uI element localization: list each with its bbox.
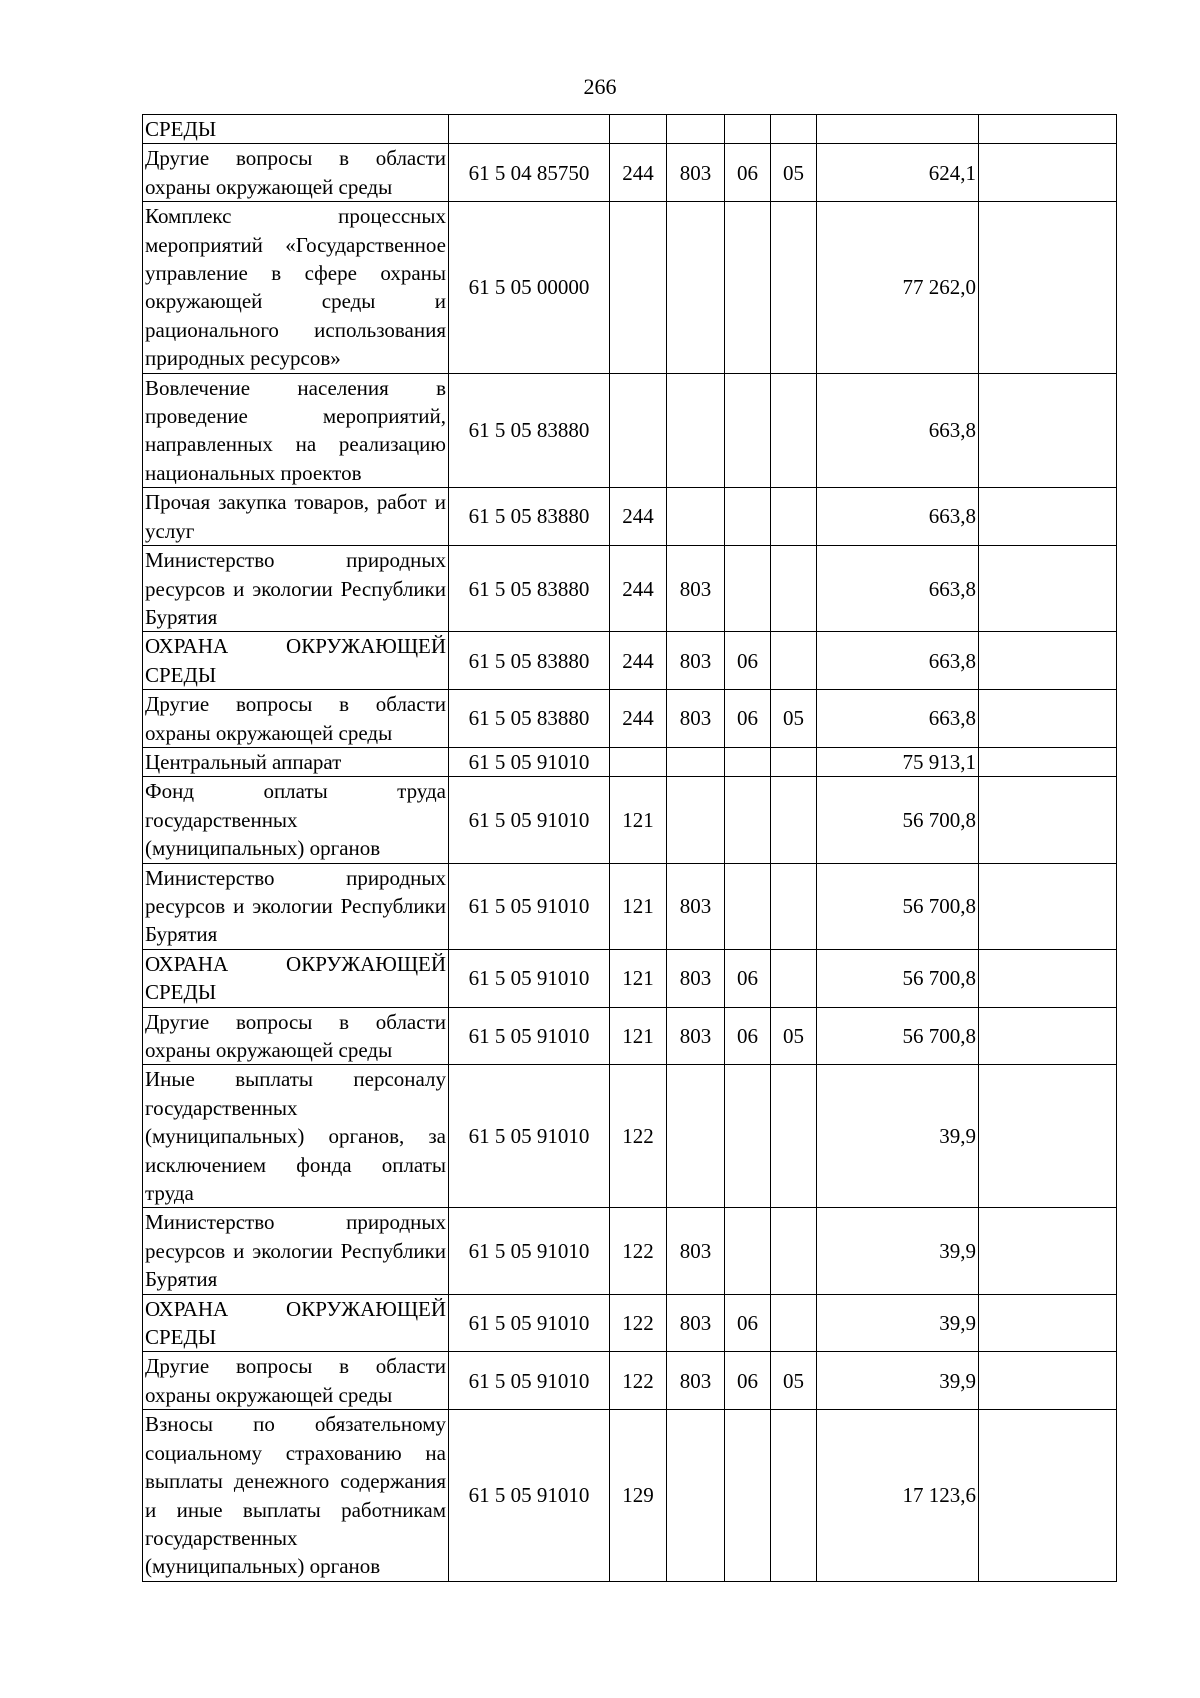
- row-ministry-code-cell: [667, 373, 725, 488]
- row-sum-cell: 56 700,8: [817, 863, 979, 949]
- row-code-cell: 61 5 05 91010: [449, 777, 610, 863]
- row-ministry-code-cell: 803: [667, 1352, 725, 1410]
- row-expense-type-cell: 122: [610, 1065, 667, 1208]
- row-subsection-cell: [771, 1065, 817, 1208]
- row-expense-type-cell: [610, 373, 667, 488]
- row-sum-cell: 39,9: [817, 1352, 979, 1410]
- table-row: [143, 632, 1117, 690]
- row-code-cell: 61 5 05 91010: [449, 1065, 610, 1208]
- row-sum-cell: 624,1: [817, 144, 979, 202]
- budget-table-body: [143, 115, 1117, 1582]
- table-row: [143, 115, 1117, 144]
- row-sum-cell: 663,8: [817, 373, 979, 488]
- row-extra-cell: [979, 690, 1117, 748]
- row-subsection-cell: [771, 949, 817, 1007]
- row-sum-cell: 663,8: [817, 690, 979, 748]
- table-row: [143, 1352, 1117, 1410]
- row-subsection-cell: [771, 373, 817, 488]
- row-section-cell: [725, 777, 771, 863]
- row-section-cell: [725, 546, 771, 632]
- row-name-cell: Другие вопросы в области охраны окружающей среды: [143, 690, 449, 748]
- row-name-cell: Взносы по обязательному социальному страхованию на выплаты денежного содержания и иные выплаты работникам государственных (муниципальных) органов: [143, 1410, 449, 1581]
- row-ministry-code-cell: [667, 747, 725, 776]
- row-section-cell: [725, 488, 771, 546]
- row-name-cell: Центральный аппарат: [143, 747, 449, 776]
- row-subsection-cell: [771, 747, 817, 776]
- row-ministry-code-cell: [667, 202, 725, 373]
- row-expense-type-cell: 121: [610, 1007, 667, 1065]
- row-subsection-cell: [771, 546, 817, 632]
- row-section-cell: 06: [725, 949, 771, 1007]
- row-code-cell: 61 5 05 91010: [449, 1294, 610, 1352]
- row-section-cell: [725, 1065, 771, 1208]
- row-extra-cell: [979, 373, 1117, 488]
- row-ministry-code-cell: 803: [667, 144, 725, 202]
- row-name-cell: Министерство природных ресурсов и экологии Республики Бурятия: [143, 546, 449, 632]
- row-expense-type-cell: 244: [610, 632, 667, 690]
- row-code-cell: 61 5 05 91010: [449, 1410, 610, 1581]
- table-row: [143, 777, 1117, 863]
- row-ministry-code-cell: [667, 777, 725, 863]
- row-extra-cell: [979, 863, 1117, 949]
- row-code-cell: 61 5 05 83880: [449, 632, 610, 690]
- table-row: [143, 373, 1117, 488]
- row-expense-type-cell: [610, 747, 667, 776]
- row-section-cell: 06: [725, 632, 771, 690]
- row-subsection-cell: [771, 1208, 817, 1294]
- row-extra-cell: [979, 1065, 1117, 1208]
- table-row: [143, 949, 1117, 1007]
- row-code-cell: 61 5 05 91010: [449, 863, 610, 949]
- row-code-cell: 61 5 05 83880: [449, 488, 610, 546]
- row-subsection-cell: 05: [771, 144, 817, 202]
- row-extra-cell: [979, 747, 1117, 776]
- row-code-cell: 61 5 05 83880: [449, 546, 610, 632]
- row-expense-type-cell: 244: [610, 546, 667, 632]
- row-extra-cell: [979, 144, 1117, 202]
- row-extra-cell: [979, 949, 1117, 1007]
- row-name-cell: Комплекс процессных мероприятий «Государственное управление в сфере охраны окружающей среды и рационального использования природных ресурсов»: [143, 202, 449, 373]
- row-ministry-code-cell: [667, 1065, 725, 1208]
- row-expense-type-cell: 122: [610, 1294, 667, 1352]
- row-code-cell: 61 5 05 91010: [449, 1352, 610, 1410]
- row-subsection-cell: 05: [771, 1007, 817, 1065]
- row-section-cell: [725, 1410, 771, 1581]
- row-code-cell: [449, 115, 610, 144]
- row-ministry-code-cell: [667, 1410, 725, 1581]
- row-subsection-cell: [771, 1294, 817, 1352]
- row-ministry-code-cell: [667, 488, 725, 546]
- row-name-cell: ОХРАНА ОКРУЖАЮЩЕЙ СРЕДЫ: [143, 632, 449, 690]
- row-section-cell: [725, 373, 771, 488]
- row-sum-cell: [817, 115, 979, 144]
- row-ministry-code-cell: 803: [667, 546, 725, 632]
- row-extra-cell: [979, 632, 1117, 690]
- row-name-cell: ОХРАНА ОКРУЖАЮЩЕЙ СРЕДЫ: [143, 1294, 449, 1352]
- row-subsection-cell: [771, 488, 817, 546]
- row-code-cell: 61 5 05 91010: [449, 1007, 610, 1065]
- row-extra-cell: [979, 777, 1117, 863]
- row-section-cell: 06: [725, 690, 771, 748]
- row-section-cell: 06: [725, 1352, 771, 1410]
- row-name-cell: Другие вопросы в области охраны окружающей среды: [143, 144, 449, 202]
- row-sum-cell: 39,9: [817, 1208, 979, 1294]
- row-code-cell: 61 5 05 91010: [449, 949, 610, 1007]
- row-sum-cell: 75 913,1: [817, 747, 979, 776]
- row-name-cell: ОХРАНА ОКРУЖАЮЩЕЙ СРЕДЫ: [143, 949, 449, 1007]
- row-sum-cell: 17 123,6: [817, 1410, 979, 1581]
- row-code-cell: 61 5 05 91010: [449, 747, 610, 776]
- row-extra-cell: [979, 1410, 1117, 1581]
- table-row: [143, 144, 1117, 202]
- row-sum-cell: 663,8: [817, 632, 979, 690]
- row-ministry-code-cell: 803: [667, 949, 725, 1007]
- row-expense-type-cell: 122: [610, 1208, 667, 1294]
- row-code-cell: 61 5 05 83880: [449, 373, 610, 488]
- table-row: [143, 1208, 1117, 1294]
- row-name-cell: Иные выплаты персоналу государственных (муниципальных) органов, за исключением фонда оплаты труда: [143, 1065, 449, 1208]
- row-subsection-cell: [771, 777, 817, 863]
- row-section-cell: 06: [725, 144, 771, 202]
- row-code-cell: 61 5 05 83880: [449, 690, 610, 748]
- row-expense-type-cell: 121: [610, 949, 667, 1007]
- row-subsection-cell: [771, 632, 817, 690]
- table-row: [143, 1007, 1117, 1065]
- row-subsection-cell: [771, 863, 817, 949]
- row-expense-type-cell: 244: [610, 144, 667, 202]
- row-sum-cell: 39,9: [817, 1294, 979, 1352]
- page-number: 266: [583, 74, 617, 99]
- row-section-cell: [725, 1208, 771, 1294]
- row-section-cell: [725, 747, 771, 776]
- row-ministry-code-cell: 803: [667, 632, 725, 690]
- row-ministry-code-cell: 803: [667, 863, 725, 949]
- row-extra-cell: [979, 546, 1117, 632]
- row-name-cell: Другие вопросы в области охраны окружающей среды: [143, 1007, 449, 1065]
- row-ministry-code-cell: 803: [667, 1208, 725, 1294]
- row-extra-cell: [979, 1294, 1117, 1352]
- row-section-cell: 06: [725, 1294, 771, 1352]
- row-extra-cell: [979, 1007, 1117, 1065]
- row-expense-type-cell: 244: [610, 690, 667, 748]
- row-name-cell: Прочая закупка товаров, работ и услуг: [143, 488, 449, 546]
- row-subsection-cell: [771, 1410, 817, 1581]
- row-section-cell: [725, 115, 771, 144]
- row-ministry-code-cell: 803: [667, 690, 725, 748]
- row-name-cell: Министерство природных ресурсов и экологии Республики Бурятия: [143, 863, 449, 949]
- budget-table: [142, 114, 1117, 1582]
- table-row: [143, 1294, 1117, 1352]
- row-expense-type-cell: 121: [610, 863, 667, 949]
- row-ministry-code-cell: 803: [667, 1007, 725, 1065]
- table-row: [143, 488, 1117, 546]
- row-name-cell: Фонд оплаты труда государственных (муниципальных) органов: [143, 777, 449, 863]
- row-expense-type-cell: [610, 115, 667, 144]
- table-row: [143, 202, 1117, 373]
- row-section-cell: [725, 863, 771, 949]
- row-section-cell: [725, 202, 771, 373]
- table-row: [143, 690, 1117, 748]
- row-code-cell: 61 5 05 00000: [449, 202, 610, 373]
- table-row: [143, 546, 1117, 632]
- row-extra-cell: [979, 488, 1117, 546]
- row-ministry-code-cell: 803: [667, 1294, 725, 1352]
- row-expense-type-cell: [610, 202, 667, 373]
- row-sum-cell: 663,8: [817, 488, 979, 546]
- table-row: [143, 1065, 1117, 1208]
- row-expense-type-cell: 244: [610, 488, 667, 546]
- row-name-cell: Министерство природных ресурсов и экологии Республики Бурятия: [143, 1208, 449, 1294]
- row-subsection-cell: [771, 202, 817, 373]
- row-expense-type-cell: 121: [610, 777, 667, 863]
- row-code-cell: 61 5 05 91010: [449, 1208, 610, 1294]
- row-extra-cell: [979, 1352, 1117, 1410]
- row-section-cell: 06: [725, 1007, 771, 1065]
- row-sum-cell: 39,9: [817, 1065, 979, 1208]
- table-row: [143, 863, 1117, 949]
- row-code-cell: 61 5 04 85750: [449, 144, 610, 202]
- row-sum-cell: 77 262,0: [817, 202, 979, 373]
- row-name-cell: Другие вопросы в области охраны окружающей среды: [143, 1352, 449, 1410]
- row-extra-cell: [979, 202, 1117, 373]
- row-name-cell: Вовлечение населения в проведение мероприятий, направленных на реализацию национальных проектов: [143, 373, 449, 488]
- row-subsection-cell: 05: [771, 690, 817, 748]
- row-expense-type-cell: 122: [610, 1352, 667, 1410]
- row-sum-cell: 663,8: [817, 546, 979, 632]
- row-expense-type-cell: 129: [610, 1410, 667, 1581]
- row-sum-cell: 56 700,8: [817, 949, 979, 1007]
- row-ministry-code-cell: [667, 115, 725, 144]
- table-row: [143, 747, 1117, 776]
- row-subsection-cell: 05: [771, 1352, 817, 1410]
- row-extra-cell: [979, 115, 1117, 144]
- row-subsection-cell: [771, 115, 817, 144]
- row-sum-cell: 56 700,8: [817, 777, 979, 863]
- row-name-cell: СРЕДЫ: [143, 115, 449, 144]
- row-extra-cell: [979, 1208, 1117, 1294]
- row-sum-cell: 56 700,8: [817, 1007, 979, 1065]
- table-row: [143, 1410, 1117, 1581]
